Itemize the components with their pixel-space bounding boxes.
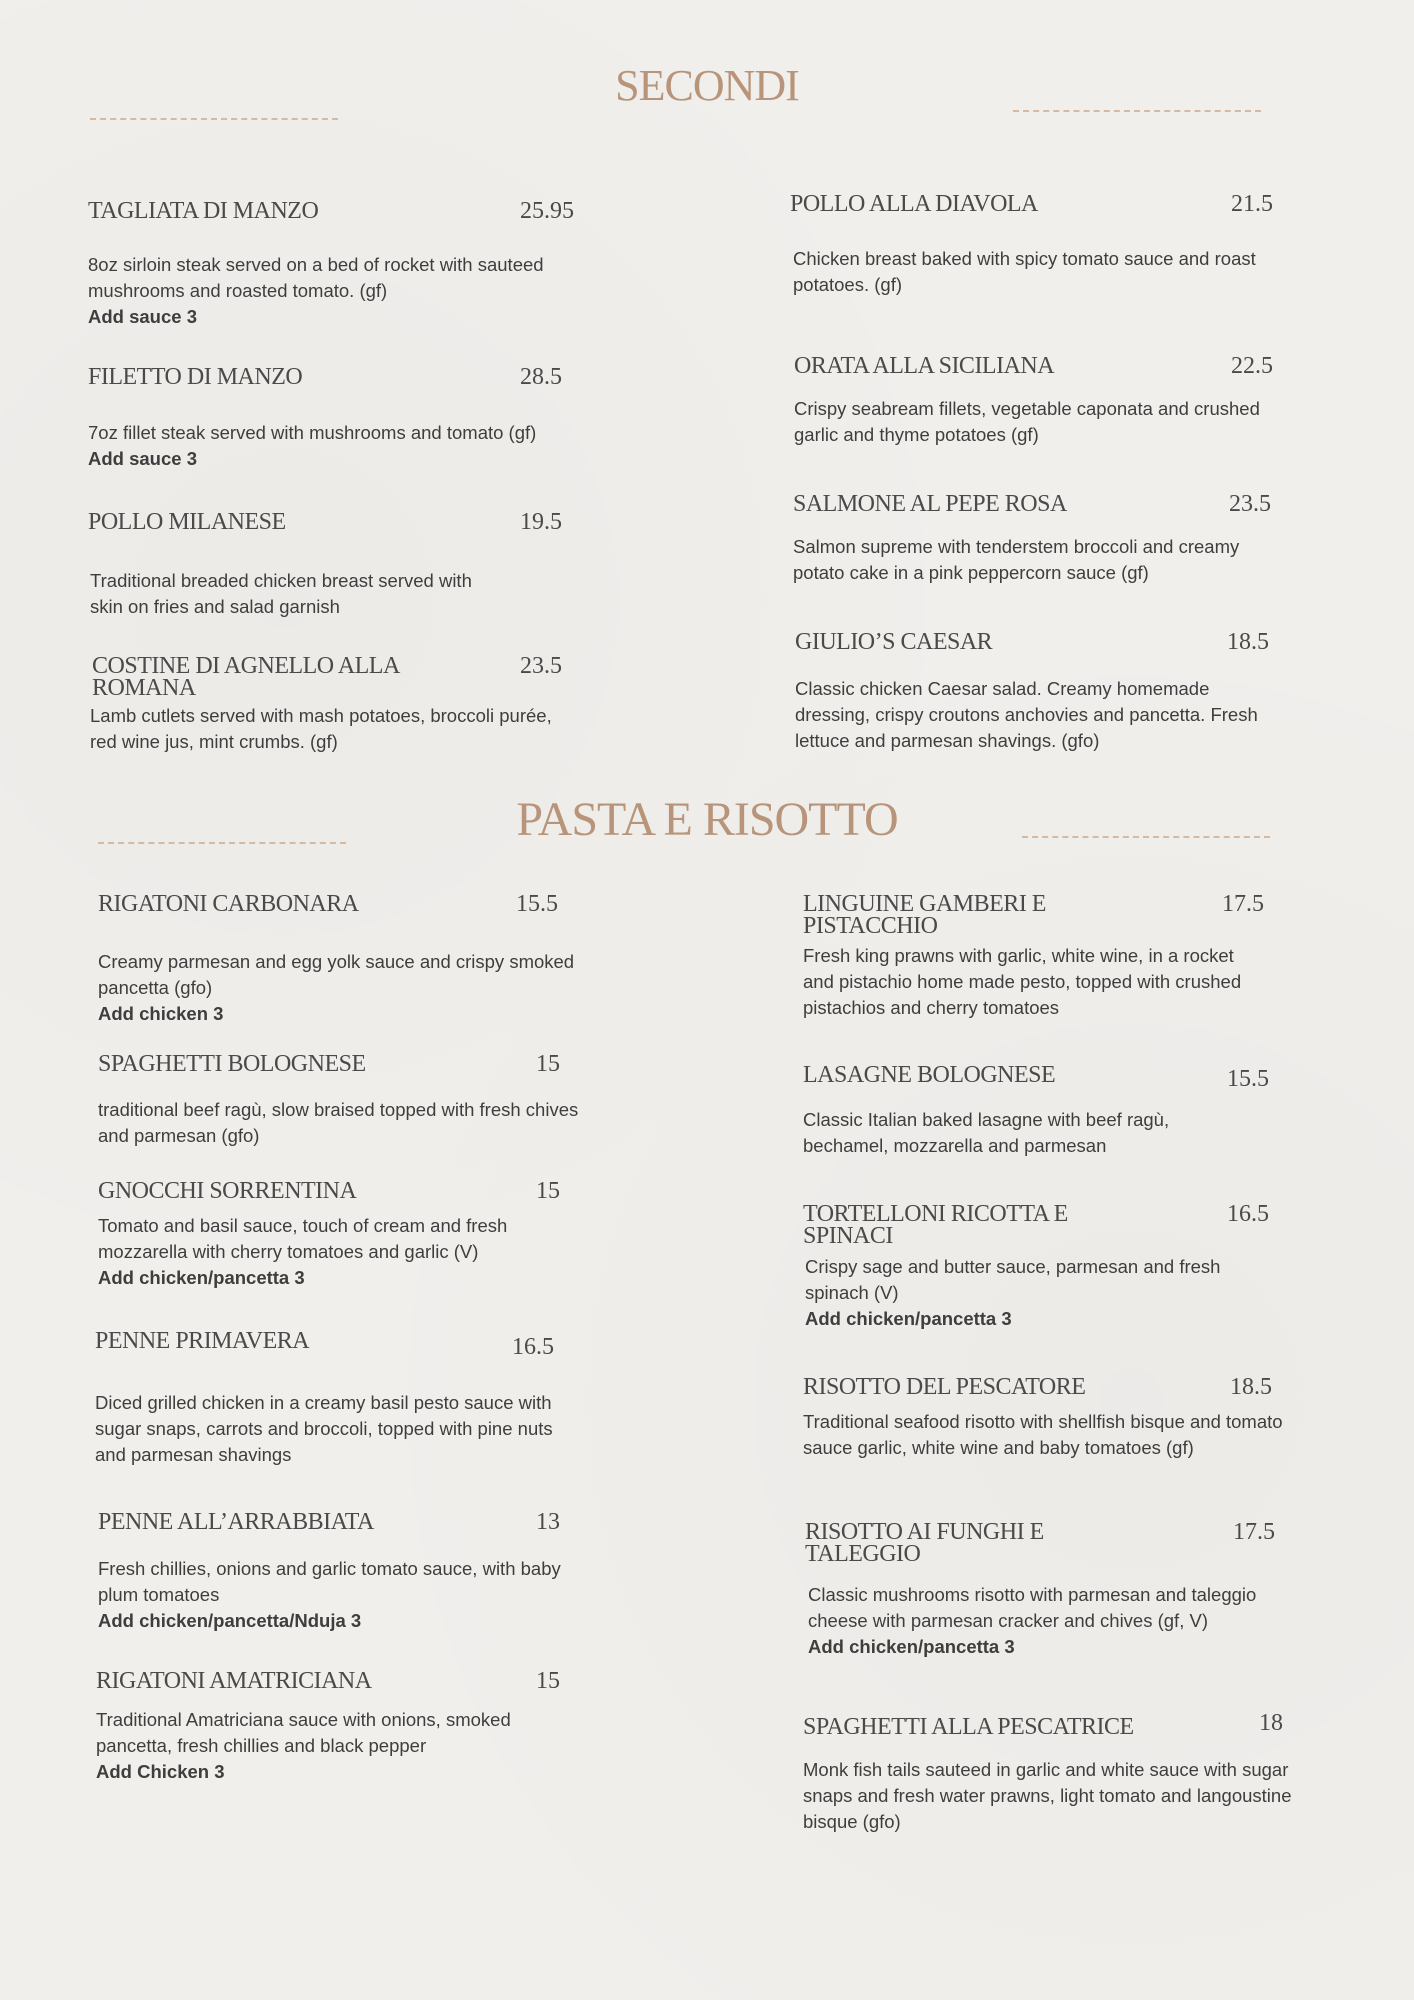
item-description: Classic Italian baked lasagne with beef ragù, bechamel, mozzarella and parmesan <box>803 1109 1170 1156</box>
item-name: GIULIO’S CAESAR <box>795 629 993 655</box>
item-description <box>88 420 568 472</box>
menu-item-pollo-alla-diavola <box>790 193 1290 298</box>
item-price: 15.5 <box>1227 1066 1269 1092</box>
item-description: Chicken breast baked with spicy tomato sauce and roast potatoes. (gf) <box>793 248 1256 295</box>
item-description: Fresh king prawns with garlic, white wine, in a rocket and pistachio home made pesto, topped with crushed pistachios and cherry tomatoes <box>803 945 1242 1018</box>
item-name: TAGLIATA DI MANZO <box>88 198 319 224</box>
item-extra: Add chicken 3 <box>98 1003 224 1024</box>
secondi-title: SECONDI <box>615 61 799 110</box>
pasta-divider-left <box>98 842 346 844</box>
item-price: 17.5 <box>1222 891 1264 917</box>
menu-item-salmone-al-pepe-rosa <box>793 493 1293 586</box>
item-name: POLLO ALLA DIAVOLA <box>790 191 1038 217</box>
item-price: 15 <box>536 1668 560 1694</box>
menu-item-tagliata-di-manzo <box>88 200 588 330</box>
item-name: LINGUINE GAMBERI E PISTACCHIO <box>803 891 1046 939</box>
item-description: Classic mushrooms risotto with parmesan and taleggio cheese with parmesan cracker and chives (gf, V) <box>808 1584 1257 1631</box>
item-description: Traditional Amatriciana sauce with onions, smoked pancetta, fresh chillies and black pepper <box>96 1709 511 1756</box>
item-price: 17.5 <box>1233 1519 1275 1545</box>
item-extra: Add chicken/pancetta 3 <box>808 1636 1015 1657</box>
item-description: Tomato and basil sauce, touch of cream and fresh mozzarella with cherry tomatoes and garlic (V) <box>98 1215 508 1262</box>
item-price: 15 <box>536 1051 560 1077</box>
item-extra: Add chicken/pancetta 3 <box>98 1267 305 1288</box>
item-description: Creamy parmesan and egg yolk sauce and crispy smoked pancetta (gfo) <box>98 951 575 998</box>
item-name: PENNE ALL’ARRABBIATA <box>98 1509 374 1535</box>
item-description: Classic chicken Caesar salad. Creamy homemade dressing, crispy croutons anchovies and pancetta. Fresh lettuce and parmesan shavings. (gfo) <box>795 678 1258 751</box>
item-price: 22.5 <box>1231 353 1273 379</box>
menu-item-giulios-caesar <box>795 631 1295 754</box>
item-description: Crispy seabream fillets, vegetable caponata and crushed garlic and thyme potatoes (gf) <box>794 398 1260 445</box>
item-price: 16.5 <box>512 1334 554 1360</box>
menu-item-orata-alla-siciliana <box>794 355 1294 448</box>
pasta-title: PASTA E RISOTTO <box>516 793 898 846</box>
menu-item-pollo-milanese <box>88 511 588 620</box>
item-description: Fresh chillies, onions and garlic tomato sauce, with baby plum tomatoes <box>98 1558 561 1605</box>
item-description: Lamb cutlets served with mash potatoes, broccoli purée, red wine jus, mint crumbs. (gf) <box>90 705 552 752</box>
item-price: 25.95 <box>520 198 574 224</box>
item-name: RIGATONI AMATRICIANA <box>96 1668 372 1694</box>
item-description: Traditional breaded chicken breast served with skin on fries and salad garnish <box>90 570 472 617</box>
item-price: 18.5 <box>1227 629 1269 655</box>
item-name: ORATA ALLA SICILIANA <box>794 353 1055 379</box>
item-price: 15 <box>536 1178 560 1204</box>
pasta-divider-right <box>1022 836 1270 838</box>
item-price: 16.5 <box>1227 1201 1269 1227</box>
item-price: 15.5 <box>516 891 558 917</box>
menu-item-linguine-gamberi <box>803 893 1303 1021</box>
menu-item-rigatoni-amatriciana <box>96 1670 596 1785</box>
item-description: Traditional seafood risotto with shellfish bisque and tomato sauce garlic, white wine and baby tomatoes (gf) <box>803 1411 1283 1458</box>
item-price: 23.5 <box>1229 491 1271 517</box>
item-name: SPAGHETTI ALLA PESCATRICE <box>803 1714 1134 1740</box>
menu-item-lasagne-bolognese <box>803 1064 1303 1159</box>
item-price: 23.5 <box>520 653 562 679</box>
item-price: 18 <box>1259 1710 1283 1736</box>
item-description: Salmon supreme with tenderstem broccoli and creamy potato cake in a pink peppercorn sauce (gf) <box>793 536 1240 583</box>
item-description: Monk fish tails sauteed in garlic and white sauce with sugar snaps and fresh water prawns, light tomato and langoustine bisque (gfo) <box>803 1759 1292 1832</box>
item-name: RISOTTO AI FUNGHI E TALEGGIO <box>805 1519 1044 1567</box>
item-price: 28.5 <box>520 364 562 390</box>
secondi-divider-left <box>90 118 338 120</box>
item-extra: Add Chicken 3 <box>96 1761 225 1782</box>
item-extra: Add chicken/pancetta/Nduja 3 <box>98 1610 362 1631</box>
menu-item-penne-arrabbiata <box>98 1511 598 1634</box>
menu-item-filetto-di-manzo <box>88 366 588 472</box>
menu-item-costine-di-agnello <box>92 655 592 755</box>
item-extra: Add sauce 3 <box>88 306 197 327</box>
item-description-text: 7oz fillet steak served with mushrooms and tomato (gf) <box>88 422 537 443</box>
menu-item-risotto-funghi <box>805 1521 1305 1660</box>
item-name: RISOTTO DEL PESCATORE <box>803 1374 1086 1400</box>
item-extra: Add sauce 3 <box>88 448 197 469</box>
menu-item-risotto-pescatore <box>803 1376 1303 1461</box>
menu-item-gnocchi-sorrentina <box>98 1180 598 1291</box>
menu-item-spaghetti-pescatrice <box>803 1710 1303 1835</box>
menu-item-penne-primavera <box>95 1330 595 1468</box>
item-description: traditional beef ragù, slow braised topped with fresh chives and parmesan (gfo) <box>98 1099 579 1146</box>
secondi-divider-right <box>1013 110 1261 112</box>
menu-item-rigatoni-carbonara <box>98 893 598 1027</box>
item-name: POLLO MILANESE <box>88 509 286 535</box>
menu-item-tortelloni-ricotta <box>803 1203 1303 1332</box>
item-description: 8oz sirloin steak served on a bed of rocket with sauteed mushrooms and roasted tomato. (gf) <box>88 254 544 301</box>
item-extra: Add chicken/pancetta 3 <box>805 1308 1012 1329</box>
item-price: 18.5 <box>1230 1374 1272 1400</box>
item-name: FILETTO DI MANZO <box>88 364 303 390</box>
item-name: SALMONE AL PEPE ROSA <box>793 491 1067 517</box>
item-price: 19.5 <box>520 509 562 535</box>
item-name: SPAGHETTI BOLOGNESE <box>98 1051 366 1077</box>
item-description: Diced grilled chicken in a creamy basil pesto sauce with sugar snaps, carrots and broccoli, topped with pine nuts and parmesan shavings <box>95 1392 553 1465</box>
item-name: LASAGNE BOLOGNESE <box>803 1062 1056 1088</box>
item-name: PENNE PRIMAVERA <box>95 1328 310 1354</box>
menu-item-spaghetti-bolognese <box>98 1053 598 1149</box>
item-price: 21.5 <box>1231 191 1273 217</box>
item-name: RIGATONI CARBONARA <box>98 891 359 917</box>
item-name: GNOCCHI SORRENTINA <box>98 1178 357 1204</box>
item-description: Crispy sage and butter sauce, parmesan and fresh spinach (V) <box>805 1256 1221 1303</box>
item-name: TORTELLONI RICOTTA E SPINACI <box>803 1201 1068 1249</box>
item-name: COSTINE DI AGNELLO ALLA ROMANA <box>92 653 399 701</box>
item-price: 13 <box>536 1509 560 1535</box>
